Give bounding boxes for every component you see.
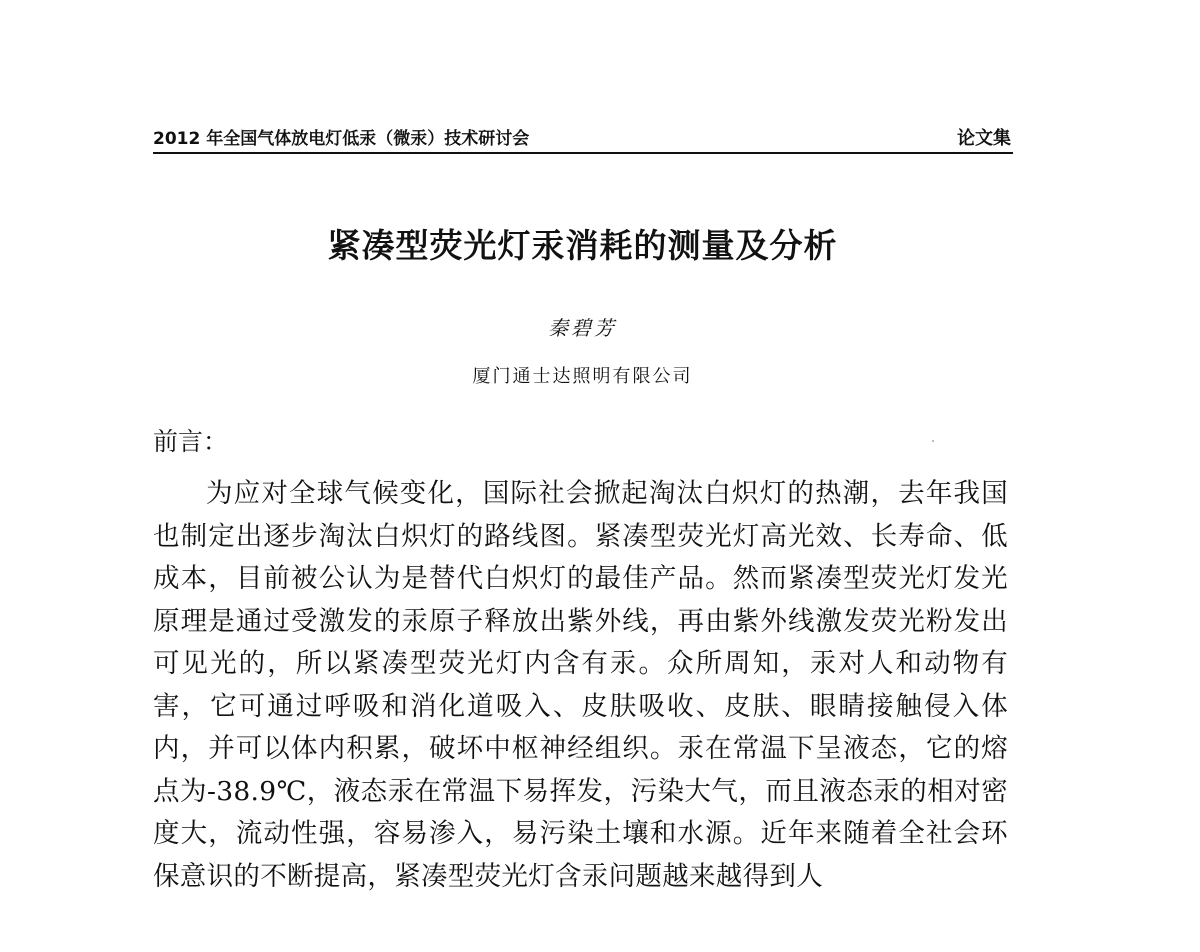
section-heading-preface: 前言： <box>153 427 229 456</box>
conference-name: 2012 年全国气体放电灯低汞（微汞）技术研讨会 <box>153 129 530 149</box>
scan-artifact-dot <box>932 440 934 442</box>
proceedings-label: 论文集 <box>957 128 1011 149</box>
paper-title: 紧凑型荧光灯汞消耗的测量及分析 <box>327 226 838 265</box>
body-paragraph: 为应对全球气候变化，国际社会掀起淘汰白炽灯的热潮，去年我国也制定出逐步淘汰白炽灯的路线图。紧凑型荧光灯高光效、长寿命、低成本，目前被公认为是替代白炽灯的最佳产品。然而紧凑型荧光灯发光原理是通过受激发的汞原子释放出紫外线，再由紫外线激发荧光粉发出可见光的，所以紧凑型荧光灯内含有汞。众所周知，汞对人和动物有害，它可通过呼吸和消化道吸入、皮肤吸收、皮肤、眼睛接触侵入体内，并可以体内积累，破坏中枢神经组织。汞在常温下呈液态，它的熔点为-38.9℃，液态汞在常温下易挥发，污染大气，而且液态汞的相对密度大，流动性强，容易渗入，易污染土壤和水源。近年来随着全社会环保意识的不断提高，紧凑型荧光灯含汞问题越来越得到人 <box>153 478 1008 892</box>
running-header <box>153 120 1013 154</box>
author-name: 秦碧芳 <box>548 316 617 340</box>
author-affiliation: 厦门通士达照明有限公司 <box>472 366 693 387</box>
